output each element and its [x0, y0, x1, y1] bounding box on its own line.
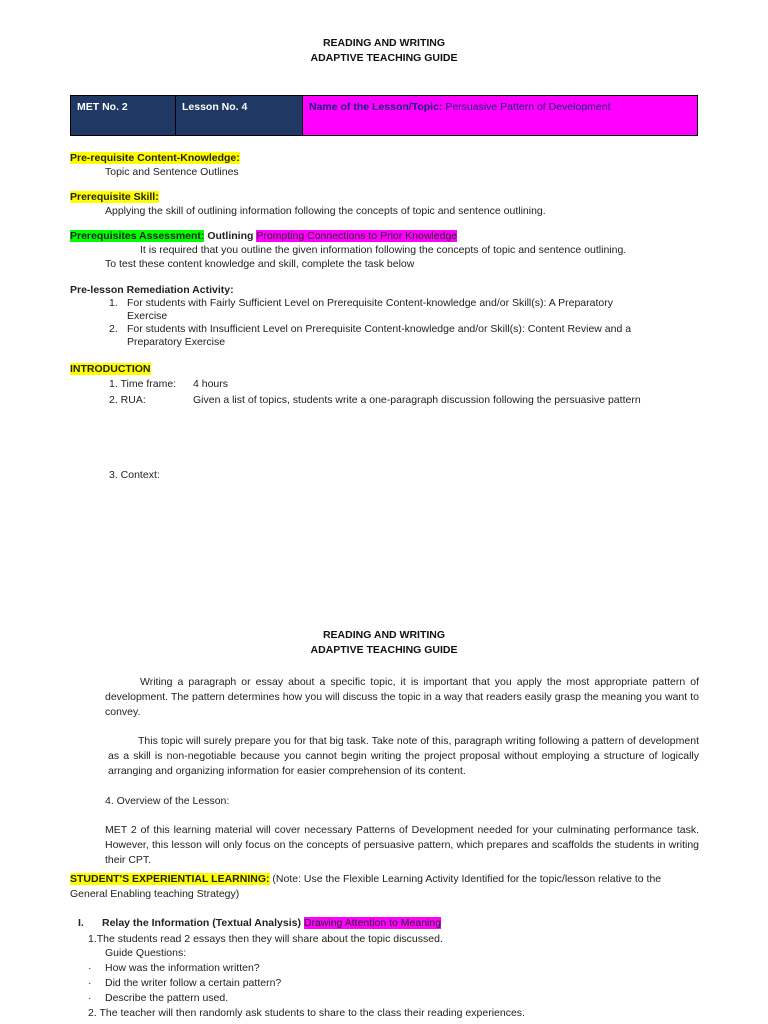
prereq-assessment-text2: To test these content knowledge and skill, complete the task below	[105, 258, 415, 270]
relay-line	[102, 917, 441, 929]
bullet-icon: ·	[88, 992, 92, 1004]
prereq-content-text: Topic and Sentence Outlines	[105, 166, 239, 178]
experiential-note: (Note: Use the Flexible Learning Activity Identified for the topic/lesson relative to the General Enabling teaching Strategy)	[70, 873, 662, 900]
overview-label: 4. Overview of the Lesson:	[105, 795, 230, 807]
experiential-learning	[70, 872, 690, 902]
guide-questions-label: Guide Questions:	[105, 947, 187, 959]
context-label: 3. Context:	[109, 469, 160, 481]
remediation-item2-text: For students with Insufficient Level on Prerequisite Content-knowledge and/or Skill(s): Content Review and a	[127, 323, 632, 335]
prereq-strategy: Prompting Connections to Prior Knowledge	[256, 230, 458, 242]
guide-question-3: Describe the pattern used.	[105, 992, 229, 1004]
relay-number: I.	[78, 917, 84, 929]
step-1: 1.The students read 2 essays then they will share about the topic discussed.	[88, 933, 443, 945]
step-2: 2. The teacher will then randomly ask students to share to the class their reading experiences.	[88, 1007, 525, 1019]
time-frame-value: 4 hours	[193, 378, 229, 390]
doc-subtitle: ADAPTIVE TEACHING GUIDE	[310, 52, 458, 64]
time-frame-label: 1. Time frame:	[109, 378, 177, 390]
bullet-icon: ·	[88, 962, 92, 974]
prereq-assessment-line	[70, 230, 457, 242]
overview-text: MET 2 of this learning material will cover necessary Patterns of Development needed for your culminating performance task. However, this lesson will only focus on the concepts of persuasive pattern, which prepares and scaffolds the students in writing their CPT.	[105, 824, 699, 866]
prereq-skill-text: Applying the skill of outlining information following the concepts of topic and sentence outlining.	[105, 205, 546, 217]
remediation-item2-num: 2.	[109, 323, 118, 335]
prereq-assessment-heading: Prerequisites Assessment:	[70, 230, 205, 242]
prereq-content-heading: Pre-requisite Content-Knowledge:	[70, 152, 240, 164]
met-cell: MET No. 2	[71, 96, 176, 136]
prereq-skill-heading: Prerequisite Skill:	[70, 191, 159, 203]
rua-value: Given a list of topics, students write a one-paragraph discussion following the persuasive pattern	[193, 394, 641, 406]
remediation-item1-text: For students with Fairly Sufficient Level on Prerequisite Content-knowledge and/or Skill(s): A Preparatory	[127, 297, 613, 309]
remediation-heading: Pre-lesson Remediation Activity:	[70, 284, 234, 296]
remediation-item1-cont: Exercise	[127, 310, 168, 322]
doc-title: READING AND WRITING	[322, 37, 446, 49]
topic-value: Persuasive Pattern of Development	[442, 101, 611, 113]
topic-cell	[303, 96, 698, 136]
prereq-assessment-text1: It is required that you outline the given information following the concepts of topic and sentence outlining.	[140, 244, 627, 256]
guide-question-2: Did the writer follow a certain pattern?	[105, 977, 282, 989]
remediation-item2-cont: Preparatory Exercise	[127, 336, 226, 348]
introduction-heading: INTRODUCTION	[70, 363, 151, 375]
relay-strategy: Drawing Attention to Meaning	[303, 917, 442, 929]
bullet-icon: ·	[88, 977, 92, 989]
page2-title: READING AND WRITING	[322, 629, 446, 641]
rua-label: 2. RUA:	[109, 394, 146, 406]
intro-paragraph-2: This topic will surely prepare you for that big task. Take note of this, paragraph writing following a pattern of development as a skill is non-negotiable because you cannot begin writing the project proposal without employing a structure of logically arranging and organizing information for easier comprehension of its content.	[108, 735, 699, 777]
intro-paragraph-1: Writing a paragraph or essay about a specific topic, it is important that you apply the most appropriate pattern of development. The pattern determines how you will discuss the topic in a way that readers easily grasp the meaning you want to convey.	[105, 676, 699, 718]
lesson-info-table	[70, 95, 698, 136]
experiential-heading: STUDENT'S EXPERIENTIAL LEARNING:	[70, 873, 270, 885]
page2-subtitle: ADAPTIVE TEACHING GUIDE	[310, 644, 458, 656]
lesson-cell: Lesson No. 4	[176, 96, 303, 136]
remediation-item1-num: 1.	[109, 297, 118, 309]
prereq-assessment-label: Outlining	[204, 230, 257, 242]
relay-title: Relay the Information (Textual Analysis)	[102, 917, 304, 929]
guide-question-1: How was the information written?	[105, 962, 260, 974]
topic-label: Name of the Lesson/Topic:	[309, 101, 443, 113]
